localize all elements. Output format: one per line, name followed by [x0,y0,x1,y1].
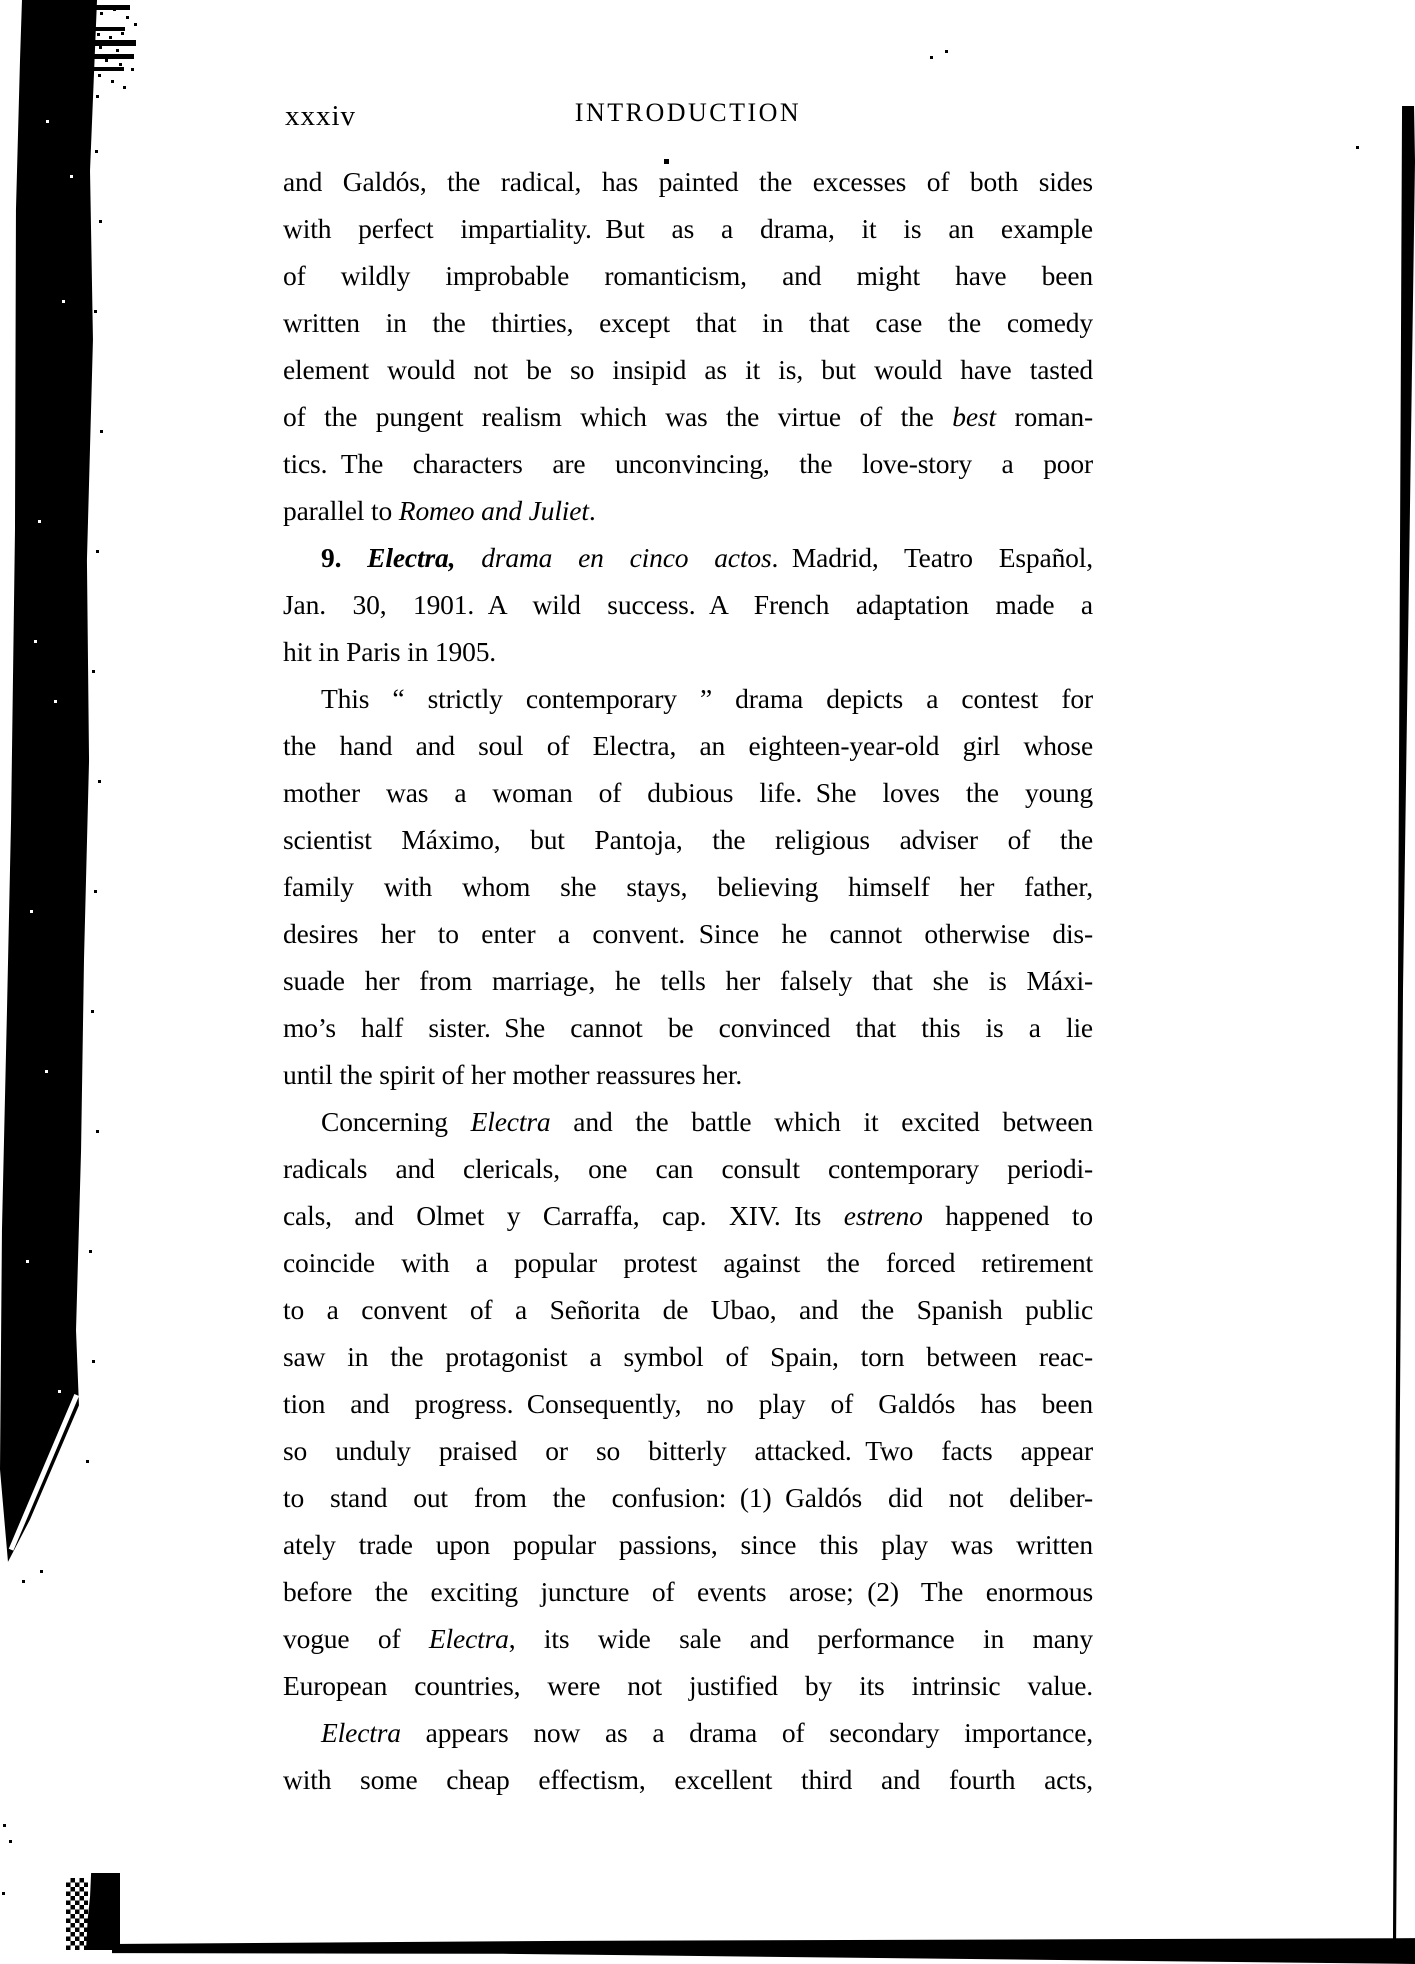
text-line [283,1286,1093,1333]
text-segment: ately trade upon popular passions, since this play was written [283,1529,1093,1560]
text-line [283,1098,1093,1145]
text-segment: Concerning [321,1106,471,1137]
text-segment: written in the thirties, except that in that case the comedy [283,307,1093,338]
text-line [283,675,1093,722]
text-line [283,1568,1093,1615]
text-segment: with perfect impartiality. But as a drama, it is an example [283,213,1093,244]
text-segment: estreno [843,1200,923,1231]
text-segment: This “ strictly contemporary ” drama depicts a contest for [321,683,1093,714]
text-line [283,863,1093,910]
text-segment: Romeo and Juliet [398,495,589,526]
text-segment: hit in Paris in 1905. [283,636,497,667]
text-segment: with some cheap effectism, excellent third and fourth acts, [283,1764,1093,1795]
text-line [283,1004,1093,1051]
scan-artifact-corner-blob [86,1873,120,1950]
text-line [283,1239,1093,1286]
text-segment: Electra [470,1106,551,1137]
text-line [283,816,1093,863]
text-segment: best [952,401,996,432]
scan-artifact-right-bar [1391,106,1415,1948]
text-segment: European countries, were not justified by its intrinsic value. [283,1670,1093,1701]
text-line [283,957,1093,1004]
text-segment: . Madrid, Teatro Español, [771,542,1093,573]
text-line [283,1051,1093,1098]
text-line [283,1474,1093,1521]
text-line [283,1333,1093,1380]
text-line [283,252,1093,299]
scan-artifact-corner-dither [66,1878,88,1950]
text-line [283,1756,1093,1803]
text-segment: until the spirit of her mother reassures her. [283,1059,743,1090]
text-segment: roman- [995,401,1093,432]
text-line [283,1615,1093,1662]
text-segment: Electra, [367,542,456,573]
text-line [283,393,1093,440]
text-line [283,628,1093,675]
text-line [283,722,1093,769]
text-segment: cals, and Olmet y Carraffa, cap. XIV. Its [283,1200,844,1231]
text-segment: family with whom she stays, believing himself her father, [283,871,1093,902]
scan-noise-dash [92,5,130,10]
text-line [283,1192,1093,1239]
text-segment: and Galdós, the radical, has painted the excesses of both sides [283,166,1093,197]
text-segment: , its wide sale and performance in many [508,1623,1093,1654]
text-segment: vogue of [283,1623,429,1654]
text-line [283,158,1093,205]
text-segment: the hand and soul of Electra, an eighteen-year-old girl whose [283,730,1093,761]
text-segment: Electra [321,1717,401,1748]
text-segment: of wildly improbable romanticism, and might have been [283,260,1093,291]
scan-noise-dash [90,54,134,59]
scan-artifact-left-band [0,0,140,1565]
text-line [283,1662,1093,1709]
text-segment: mother was a woman of dubious life. She loves the young [283,777,1093,808]
text-segment: happened to [922,1200,1093,1231]
scan-noise-dash [95,27,125,31]
text-segment: tics. The characters are unconvincing, the love-story a poor [283,448,1093,479]
text-line [283,1427,1093,1474]
text-segment: Electra [428,1623,509,1654]
text-segment: desires her to enter a convent. Since he cannot otherwise dis- [283,918,1093,949]
text-segment: parallel to [283,495,399,526]
text-segment: mo’s half sister. She cannot be convinced that this is a lie [283,1012,1093,1043]
scan-noise-speckles-white [0,0,3,3]
scan-noise-dash [94,67,124,71]
text-segment: appears now as a drama of secondary importance, [400,1717,1093,1748]
text-segment: coincide with a popular protest against the forced retirement [283,1247,1093,1278]
text-segment: suade her from marriage, he tells her falsely that she is Máxi- [283,965,1093,996]
text-segment: drama en cinco actos [481,542,772,573]
text-line [283,534,1093,581]
text-segment: of the pungent realism which was the virtue of the [283,401,953,432]
text-line [283,440,1093,487]
scan-artifact-bottom-bar [112,1930,1415,1964]
text-segment: before the exciting juncture of events arose; (2) The enormous [283,1576,1093,1607]
text-line [283,1709,1093,1756]
text-segment: scientist Máximo, but Pantoja, the religious adviser of the [283,824,1093,855]
text-segment: to stand out from the confusion: (1) Galdós did not deliber- [283,1482,1093,1513]
text-segment [455,542,481,573]
text-segment: saw in the protagonist a symbol of Spain, torn between reac- [283,1341,1093,1372]
running-head: INTRODUCTION [574,98,802,127]
text-line [283,487,1093,534]
body-text [283,158,1093,1803]
text-segment: tion and progress. Consequently, no play of Galdós has been [283,1388,1093,1419]
text-line [283,346,1093,393]
text-line [283,1521,1093,1568]
page-header [283,96,1093,136]
text-segment: 9. [321,542,342,573]
text-segment: element would not be so insipid as it is, but would have tasted [283,354,1093,385]
text-line [283,769,1093,816]
text-segment: Jan. 30, 1901. A wild success. A French adaptation made a [283,589,1093,620]
text-segment: and the battle which it excited between [550,1106,1094,1137]
text-segment: so unduly praised or so bitterly attacked. Two facts appear [283,1435,1093,1466]
text-line [283,910,1093,957]
text-line [283,581,1093,628]
text-line [283,205,1093,252]
text-segment: radicals and clericals, one can consult contemporary periodi- [283,1153,1093,1184]
text-segment: to a convent of a Señorita de Ubao, and the Spanish public [283,1294,1093,1325]
text-line [283,1380,1093,1427]
text-line [283,299,1093,346]
text-line [283,1145,1093,1192]
page-number-folio: xxxiv [285,100,357,132]
text-segment: . [588,495,596,526]
scan-noise-dash [88,40,136,46]
text-segment [341,542,367,573]
